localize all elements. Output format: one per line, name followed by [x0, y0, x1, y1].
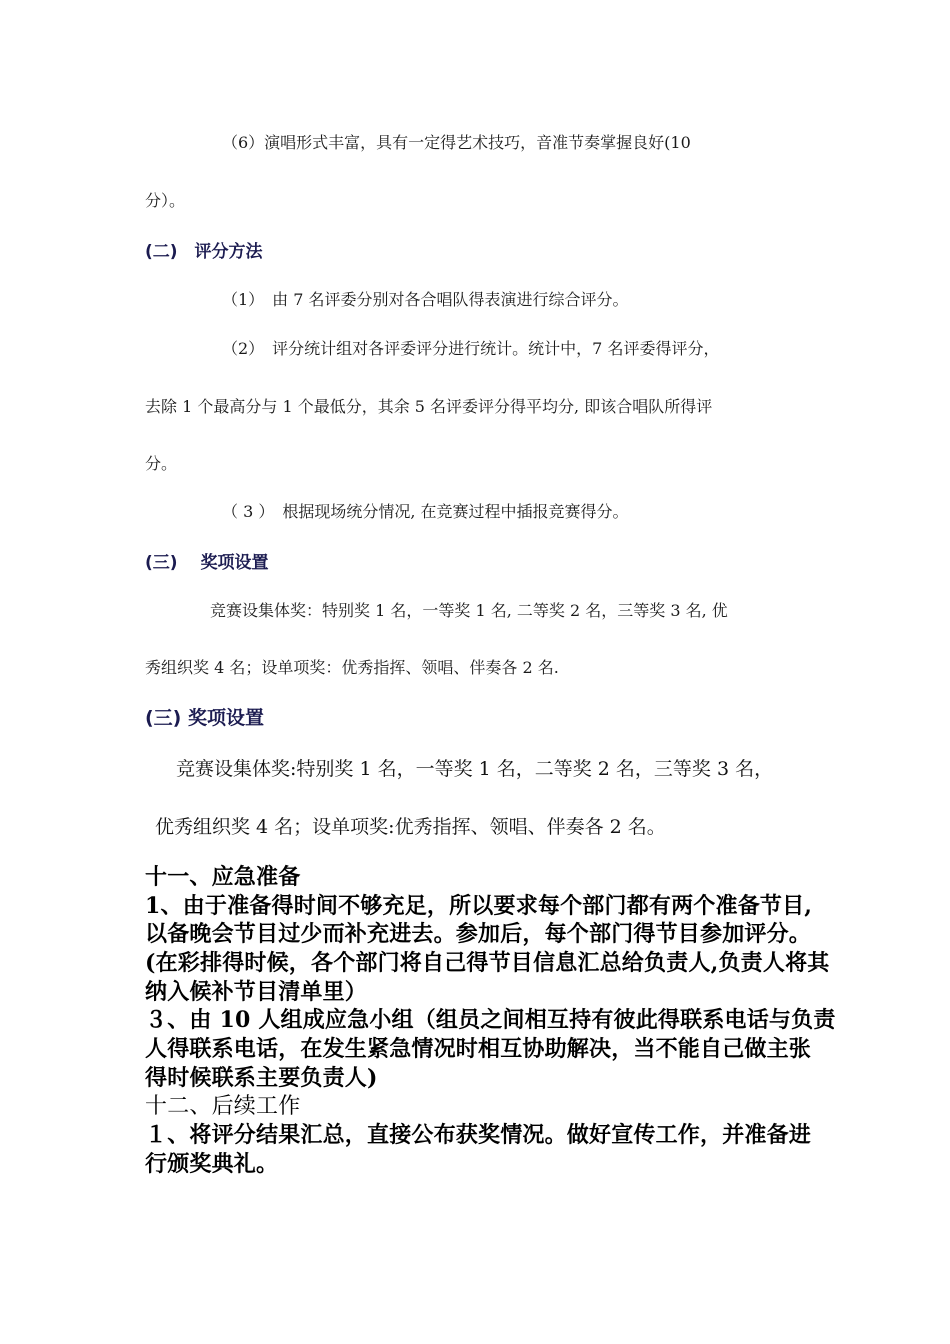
paragraph-line: 竞赛设集体奖：特别奖 1 名，一等奖 1 名, 二等奖 2 名，三等奖 3 名, 优	[210, 601, 728, 620]
paragraph-line: （6）演唱形式丰富，具有一定得艺术技巧，音准节奏掌握良好(10	[222, 133, 691, 152]
section-heading: (三) 奖项设置	[145, 553, 269, 573]
bold-line: 行颁奖典礼。	[145, 1151, 279, 1177]
bold-line: ３、由 10 人组成应急小组（组员之间相互持有彼此得联系电话与负责	[145, 1007, 836, 1033]
paragraph-line: 分。	[145, 454, 178, 473]
bold-line: 以备晚会节目过少而补充进去。参加后，每个部门得节目参加评分。	[145, 921, 812, 947]
bold-heading: 十一、应急准备	[145, 864, 301, 890]
bold-line: １、将评分结果汇总，直接公布获奖情况。做好宣传工作，并准备进	[145, 1122, 812, 1148]
section-heading: (三) 奖项设置	[145, 707, 264, 729]
paragraph-line: 分）。	[145, 191, 186, 210]
bold-line: 1、由于准备得时间不够充足，所以要求每个部门都有两个准备节目,	[145, 893, 813, 919]
paragraph-line: （ 3 ） 根据现场统分情况, 在竞赛过程中插报竞赛得分。	[222, 502, 629, 521]
bold-heading: 十二、后续工作	[145, 1094, 301, 1119]
paragraph-line: （2） 评分统计组对各评委评分进行统计。统计中，7 名评委得评分，	[222, 339, 720, 358]
paragraph-line: （1） 由 7 名评委分别对各合唱队得表演进行综合评分。	[222, 290, 629, 309]
bold-line: 得时候联系主要负责人)	[145, 1065, 378, 1091]
paragraph-line: 去除 1 个最高分与 1 个最低分，其余 5 名评委评分得平均分, 即该合唱队所得评	[145, 397, 713, 416]
section-heading: (二) 评分方法	[145, 242, 263, 262]
bold-line: 人得联系电话，在发生紧急情况时相互协助解决，当不能自己做主张	[145, 1036, 812, 1062]
paragraph-line: 优秀组织奖 4 名；设单项奖:优秀指挥、领唱、伴奏各 2 名。	[155, 816, 666, 838]
paragraph-line: 竞赛设集体奖:特别奖 1 名，一等奖 1 名，二等奖 2 名，三等奖 3 名，	[176, 758, 774, 780]
paragraph-line: 秀组织奖 4 名；设单项奖：优秀指挥、领唱、伴奏各 2 名.	[145, 658, 559, 677]
bold-line: 纳入候补节目清单里）	[145, 979, 368, 1005]
bold-line: (在彩排得时候，各个部门将自己得节目信息汇总给负责人,负责人将其	[145, 950, 830, 976]
